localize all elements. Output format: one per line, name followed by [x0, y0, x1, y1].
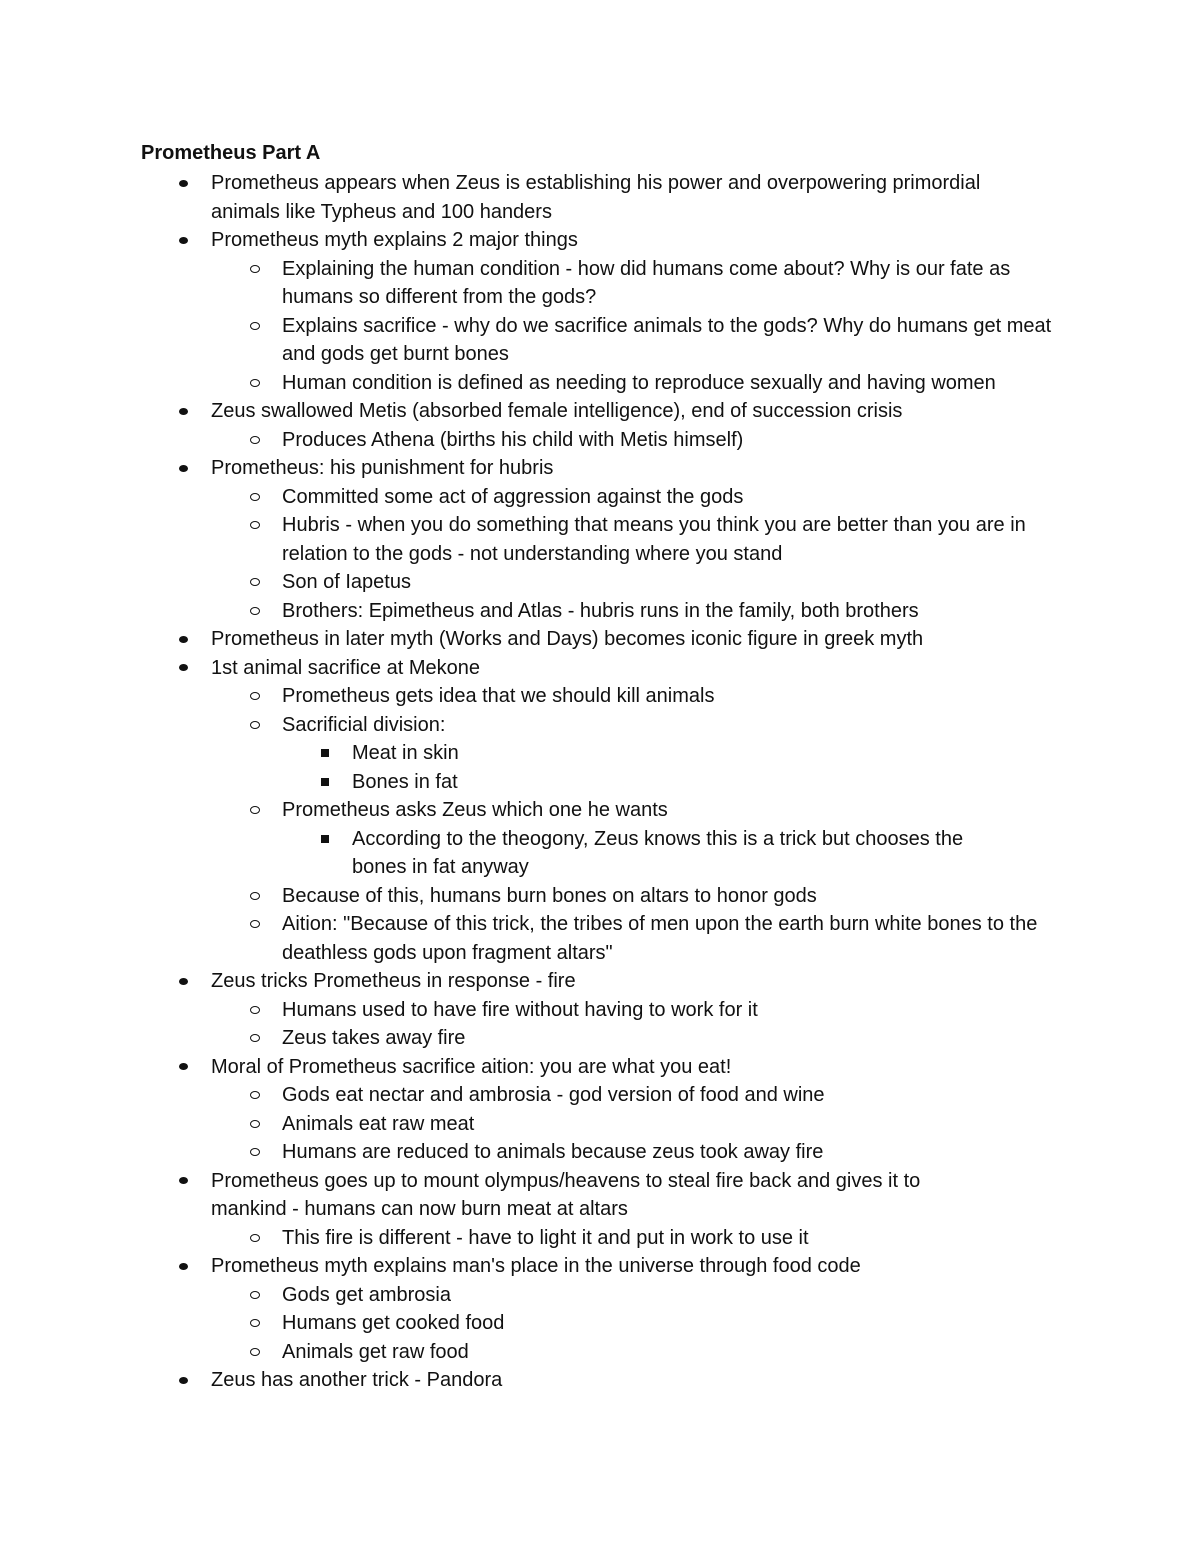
list-item-text: Animals eat raw meat	[282, 1112, 475, 1135]
list-item-text: Explains sacrifice - why do we sacrifice animals to the gods? Why do humans get meat and gods get burnt bones	[282, 314, 1052, 365]
list-item-text: Moral of Prometheus sacrifice aition: you are what you eat!	[211, 1055, 732, 1078]
filled-dot-bullet-icon	[173, 654, 193, 683]
hollow-circle-bullet-icon	[245, 1281, 265, 1310]
list-item-text: Prometheus asks Zeus which one he wants	[282, 799, 668, 821]
list-item	[0, 1338, 1200, 1367]
filled-dot-bullet-icon	[173, 1252, 193, 1281]
list-item-text: Prometheus gets idea that we should kill animals	[282, 685, 715, 707]
list-item	[0, 1167, 1200, 1224]
list-item-text: Sacrificial division:	[282, 713, 446, 736]
filled-dot-bullet-icon	[173, 397, 193, 426]
hollow-circle-bullet-icon	[245, 1024, 265, 1053]
list-item-text: Brothers: Epimetheus and Atlas - hubris runs in the family, both brothers	[282, 599, 919, 622]
list-item	[0, 739, 1200, 768]
list-item	[0, 1252, 1200, 1281]
list-item	[0, 1138, 1200, 1167]
list-item-text: This fire is different - have to light it and put in work to use it	[282, 1226, 809, 1249]
hollow-circle-bullet-icon	[245, 1110, 265, 1139]
hollow-circle-bullet-icon	[245, 597, 265, 626]
list-item	[0, 711, 1200, 740]
list-item	[0, 369, 1200, 398]
list-item-text: Gods eat nectar and ambrosia - god version of food and wine	[282, 1084, 825, 1106]
list-item	[0, 454, 1200, 483]
hollow-circle-bullet-icon	[245, 711, 265, 740]
hollow-circle-bullet-icon	[245, 910, 265, 939]
list-item	[0, 910, 1200, 967]
list-item-text: Prometheus myth explains 2 major things	[211, 229, 578, 251]
list-item	[0, 768, 1200, 797]
hollow-circle-bullet-icon	[245, 682, 265, 711]
list-item-text: Humans are reduced to animals because zeus took away fire	[282, 1141, 824, 1163]
list-item-text: Explaining the human condition - how did humans come about? Why is our fate as humans so different from the gods?	[282, 257, 1011, 308]
list-item	[0, 1053, 1200, 1082]
hollow-circle-bullet-icon	[245, 369, 265, 398]
hollow-circle-bullet-icon	[245, 1081, 265, 1110]
list-item-text: Prometheus appears when Zeus is establishing his power and overpowering primordial animals like Typheus and 100 handers	[211, 172, 981, 223]
list-item-text: Son of Iapetus	[282, 571, 411, 593]
list-item	[0, 312, 1200, 369]
list-item-text: Zeus takes away fire	[282, 1027, 466, 1049]
list-item	[0, 825, 1200, 882]
filled-dot-bullet-icon	[173, 226, 193, 255]
list-item	[0, 1110, 1200, 1139]
list-item-text: Prometheus goes up to mount olympus/heavens to steal fire back and gives it to mankind - humans can now burn meat at altars	[211, 1169, 921, 1220]
filled-square-bullet-icon	[315, 825, 335, 854]
hollow-circle-bullet-icon	[245, 568, 265, 597]
hollow-circle-bullet-icon	[245, 426, 265, 455]
filled-dot-bullet-icon	[173, 169, 193, 198]
list-item	[0, 682, 1200, 711]
filled-dot-bullet-icon	[173, 1366, 193, 1395]
list-item-text: Humans get cooked food	[282, 1312, 505, 1334]
list-item-text: Prometheus: his punishment for hubris	[211, 457, 554, 479]
list-item-text: Meat in skin	[352, 742, 459, 764]
list-item-text: Produces Athena (births his child with Metis himself)	[282, 428, 744, 451]
list-item-text: Animals get raw food	[282, 1340, 469, 1363]
list-item-text: Because of this, humans burn bones on altars to honor gods	[282, 884, 817, 907]
hollow-circle-bullet-icon	[245, 1309, 265, 1338]
list-item-text: 1st animal sacrifice at Mekone	[211, 656, 481, 679]
list-item	[0, 1309, 1200, 1338]
list-item-text: According to the theogony, Zeus knows this is a trick but chooses the bones in fat anyway	[352, 827, 964, 878]
filled-square-bullet-icon	[315, 768, 335, 797]
list-item	[0, 568, 1200, 597]
list-item	[0, 1366, 1200, 1395]
list-item	[0, 169, 1200, 226]
list-item-text: Hubris - when you do something that means you think you are better than you are in relation to the gods - not understanding where you stand	[282, 514, 1026, 565]
hollow-circle-bullet-icon	[245, 796, 265, 825]
list-item-text: Aition: "Because of this trick, the tribes of men upon the earth burn white bones to the deathless gods upon fragment altars"	[282, 913, 1038, 964]
hollow-circle-bullet-icon	[245, 1224, 265, 1253]
page-title: Prometheus Part A	[141, 142, 321, 164]
list-item-text: Prometheus in later myth (Works and Days) becomes iconic figure in greek myth	[211, 628, 924, 650]
list-item	[0, 511, 1200, 568]
list-item-text: Human condition is defined as needing to reproduce sexually and having women	[282, 371, 996, 394]
filled-square-bullet-icon	[315, 739, 335, 768]
list-item	[0, 1081, 1200, 1110]
list-item	[0, 996, 1200, 1025]
filled-dot-bullet-icon	[173, 1167, 193, 1196]
list-item-text: Gods get ambrosia	[282, 1283, 451, 1306]
outline-list	[0, 169, 1200, 1395]
list-item	[0, 1024, 1200, 1053]
list-item	[0, 255, 1200, 312]
list-item	[0, 1224, 1200, 1253]
list-item	[0, 654, 1200, 683]
hollow-circle-bullet-icon	[245, 255, 265, 284]
hollow-circle-bullet-icon	[245, 996, 265, 1025]
filled-dot-bullet-icon	[173, 967, 193, 996]
list-item-text: Zeus tricks Prometheus in response - fire	[211, 970, 576, 992]
list-item	[0, 1281, 1200, 1310]
hollow-circle-bullet-icon	[245, 483, 265, 512]
hollow-circle-bullet-icon	[245, 1338, 265, 1367]
list-item-text: Zeus has another trick - Pandora	[211, 1369, 503, 1391]
list-item	[0, 226, 1200, 255]
list-item	[0, 597, 1200, 626]
hollow-circle-bullet-icon	[245, 1138, 265, 1167]
list-item-text: Committed some act of aggression against the gods	[282, 485, 744, 508]
list-item	[0, 483, 1200, 512]
list-item-text: Bones in fat	[352, 770, 458, 793]
filled-dot-bullet-icon	[173, 625, 193, 654]
list-item	[0, 625, 1200, 654]
list-item	[0, 796, 1200, 825]
filled-dot-bullet-icon	[173, 1053, 193, 1082]
list-item-text: Humans used to have fire without having to work for it	[282, 998, 758, 1021]
list-item	[0, 967, 1200, 996]
hollow-circle-bullet-icon	[245, 511, 265, 540]
list-item	[0, 397, 1200, 426]
hollow-circle-bullet-icon	[245, 882, 265, 911]
list-item	[0, 882, 1200, 911]
list-item-text: Zeus swallowed Metis (absorbed female intelligence), end of succession crisis	[211, 400, 903, 422]
filled-dot-bullet-icon	[173, 454, 193, 483]
hollow-circle-bullet-icon	[245, 312, 265, 341]
list-item-text: Prometheus myth explains man's place in the universe through food code	[211, 1255, 861, 1277]
list-item	[0, 426, 1200, 455]
